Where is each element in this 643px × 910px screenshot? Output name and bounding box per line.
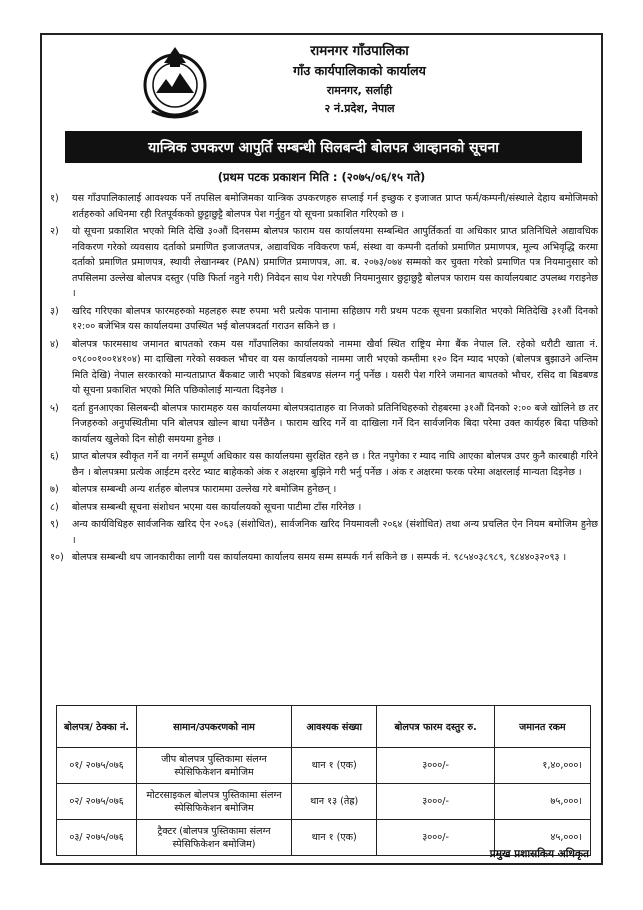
table-row	[57, 748, 591, 784]
clause-item	[50, 500, 598, 516]
clause-item	[50, 449, 598, 480]
province: २ नं.प्रदेश, नेपाल	[324, 102, 395, 115]
clause-text: बोलपत्र सम्बन्धी थप जानकारीका लागी यस कार्यालयमा कार्यालय समय सम्म सम्पर्क गर्न सकिने छ । सम्पर्क नं. ९८५४०३८९८९, ९८४४०३२०९३ ।	[72, 552, 567, 563]
signatory-title: प्रमुख प्रशासकिय अधिकृत	[489, 848, 589, 860]
clause-number: ४)	[50, 338, 59, 350]
clause-list	[50, 191, 598, 568]
tender-table	[56, 705, 591, 856]
notice-page	[40, 33, 603, 865]
column-header: आवश्यक संख्या	[291, 706, 376, 748]
tender-number: ०१/ २०७५/०७६	[57, 748, 137, 784]
notice-title	[65, 131, 582, 163]
clause-text: बोलपत्र सम्बन्धी अन्य शर्तहरु बोलपत्र फाराममा उल्लेख गरे बमोजिम हुनेछन् ।	[72, 484, 337, 495]
table-row	[57, 784, 591, 820]
clause-item	[50, 191, 598, 222]
column-header: सामान/उपकरणको नाम	[137, 706, 292, 748]
clause-text: प्राप्त बोलपत्र स्वीकृत गर्ने वा नगर्ने सम्पूर्ण अधिकार यस कार्यालयमा सुरक्षित रहने छ । रित नपुगेका र म्याद नाघि आएका बोलपत्र उपर कुनै कारबाही गरिने छैन । बोलपत्रमा प्रत्येक आईटम दररेट भ्याट बाहेकको अंक र अक्षरमा बुझिने गरी भर्नु पर्नेछ । अंक र अक्षरमा फरक परेमा अक्षरलाई मान्यता दिइनेछ ।	[72, 451, 598, 478]
publication-date: (प्रथम पटक प्रकाशन मिति : (२०७५/०६/१५ गते)	[217, 170, 426, 184]
clause-item	[50, 517, 598, 548]
clause-text: यो सूचना प्रकाशित भएको मिति देखि ३०औं दिनसम्म बोलपत्र फाराम यस कार्यालयमा सम्बन्धित आपुर्तिकर्ता वा अधिकार प्राप्त प्रतिनिधिले अद्यावधिक नविकरण गरेको व्यवसाय दर्ताको प्रमाणित इजाजतपत्र, अद्यावधिक नविकरण फर्म, संस्था वा कम्पनी दर्ताको प्रमाणित प्रमाणपत्र, मूल्य अभिवृद्धि करमा दर्ताको प्रमाणित प्रमाणपत्र, स्थायी लेखानम्बर (PAN) प्रमाणित प्रमाणपत्र, आ. ब. २०७३/०७४ सम्मको कर चुक्ता गरेको प्रमाणित पत्र नियमानुसार को तपसिलमा उल्लेख बोलपत्र दस्तुर (पछि फिर्ता नहुने गरी) निवेदन साथ पेश गरेपछी नियमानुसार छुट्टाछुट्टै बोलपत्र फाराम यस कार्यालयबाट उपलब्ध गराइनेछ ।	[72, 226, 598, 299]
clause-number: १)	[50, 193, 59, 204]
office-name: गाँउ कार्यपालिकाको कार्यालय	[293, 63, 426, 78]
clause-text: अन्य कार्यविधिहरु सार्वजनिक खरिद ऐन २०६३ (संशोधित), सार्वजनिक खरिद नियमावली २०६४ (संशोधित) तथा अन्य प्रचलित ऐन नियम बमोजिम हुनेछ ।	[72, 519, 598, 546]
clause-number: ९)	[50, 519, 59, 530]
item-name: ट्रैक्टर (बोलपत्र पुस्तिकामा संलग्न स्पेसिफिकेशन बमोजिम)	[137, 820, 292, 856]
clause-number: ७)	[50, 484, 59, 495]
clause-text: यस गाँउपालिकालाई आवश्यक पर्ने तपसिल बमोजिमका यान्त्रिक उपकरणहरु सप्लाई गर्न इच्छुक र इजाजत प्राप्त फर्म/कम्पनी/संस्थाले देहाय बमोजिमको शर्तहरुको अधिनमा रही रितपूर्वकको छुट्टाछुट्टै बोलपत्र पेश गर्नुहुन यो सूचना प्रकाशित गरिएको छ ।	[72, 193, 598, 220]
clause-number: २)	[50, 226, 59, 237]
clause-text: बोलपत्र फारमसाथ जमानत बापतको रकम यस गाँउपालिका कार्यालयको नाममा खैर्वा स्थित राष्ट्रिय मेगा बैंक नेपाल लि. रहेको धरौटी खाता नं. ०९८००१००१४१०४) मा दाखिला गरेको सक्कल भौचर वा यस कार्यालयको नाममा जारी भएको कम्तीमा १२० दिन म्याद भएको (बोलपत्र बुझाउने अन्तिम मिति देखि) नेपाल सरकारको मान्यताप्राप्त बैंकबाट जारी भएको बिडबण्ड संलग्न गर्नु पर्नेछ । यसरी पेश गरिने जमानत बापतको भौचर, रसिद वा बिडबण्ड यो सूचना प्रकाशित भएको मिति पछिकोलाई मान्यता दिइनेछ ।	[72, 338, 598, 396]
form-fee: ३०००/-	[377, 820, 494, 856]
clause-number: ६)	[50, 451, 59, 462]
security-amount: ७५,०००।	[494, 784, 590, 820]
clause-item	[50, 482, 598, 498]
clause-text: दर्ता हुनआएका सिलबन्दी बोलपत्र फारामहरु यस कार्यालयमा बोलपत्रदाताहरु वा निजको प्रतिनिधिहरुको रोहबरमा ३१औं दिनको २:०० बजे खोलिने छ तर निजहरुको अनुपस्थितीमा पनि बोलपत्र खोल्न बाधा पर्नेछैन । फाराम खरिद गर्ने वा दाखिला गर्ने दिन सार्वजनिक बिदा परेमा उक्त कार्यहरु बिदा पछिको कार्यालय खुलेको दिन सोही समयमा हुनेछ ।	[72, 402, 598, 445]
clause-item	[50, 550, 598, 566]
clause-number: ३)	[50, 305, 59, 317]
office-address: रामनगर, सर्लाही	[326, 84, 393, 97]
notice-title-text: यान्त्रिक उपकरण आपुर्ति सम्बन्धी सिलबन्दी बोलपत्र आव्हानको सूचना	[148, 139, 499, 156]
header	[42, 35, 601, 131]
municipality-name: रामनगर गाँउपालिका	[310, 43, 409, 59]
tender-number: ०३/ २०७५/०७६	[57, 820, 137, 856]
form-fee: ३०००/-	[377, 748, 494, 784]
quantity: थान १ (एक)	[291, 748, 376, 784]
quantity: थान १३ (तेह्र)	[291, 784, 376, 820]
security-amount: १,४०,०००।	[494, 748, 590, 784]
clause-number: ५)	[50, 402, 59, 414]
quantity: थान १ (एक)	[291, 820, 376, 856]
clause-text: बोलपत्र सम्बन्धी सूचना संशोधन भएमा यस कार्यालयको सूचना पाटीमा टाँस गरिनेछ ।	[72, 501, 362, 513]
tender-number: ०२/ २०७५/०७६	[57, 784, 137, 820]
column-header: बोलपत्र/ ठेक्का नं.	[57, 706, 137, 748]
clause-item	[50, 304, 598, 335]
security-amount: ४५,०००।	[494, 820, 590, 856]
clause-item	[50, 224, 598, 302]
clause-number: ८)	[50, 501, 59, 513]
clause-number: १०)	[50, 552, 64, 563]
form-fee: ३०००/-	[377, 784, 494, 820]
clause-item	[50, 401, 598, 448]
column-header: जमानत रकम	[494, 706, 590, 748]
item-name: मोटरसाइकल बोलपत्र पुस्तिकामा संलग्न स्पेसिफिकेशन बमोजिम	[137, 784, 292, 820]
item-name: जीप बोलपत्र पुस्तिकामा संलग्न स्पेसिफिकेशन बमोजिम	[137, 748, 292, 784]
clause-text: खरिद गरिएका बोलपत्र फारमहरुको महलहरु स्पष्ट रुपमा भरी प्रत्येक पानामा सहिछाप गरी प्रथम पटक सूचना प्रकाशित भएको मितिदेखि ३१औं दिनको १२:०० बजेभित्र यस कार्यालयमा उपस्थित भई बोलपत्रदर्ता गराउन सकिने छ ।	[72, 305, 598, 332]
clause-item	[50, 337, 598, 399]
column-header: बोलपत्र फारम दस्तुर रु.	[377, 706, 494, 748]
table-header-row	[57, 706, 591, 748]
